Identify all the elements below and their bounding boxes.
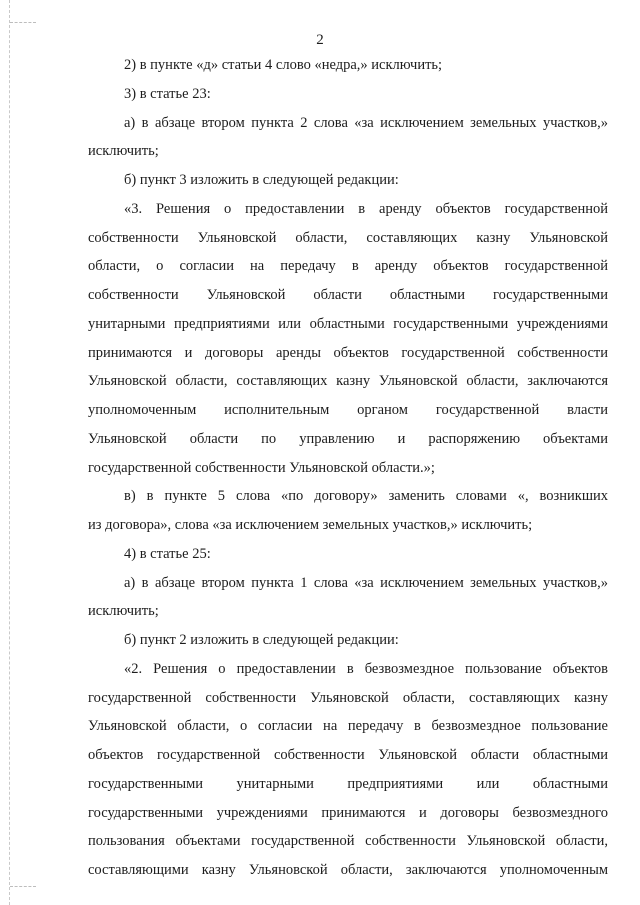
text-line: б) пункт 2 изложить в следующей редакции: xyxy=(124,632,399,648)
text-line: «2. Решения о предоставлении в безвозмездное пользование объектов xyxy=(124,660,608,677)
text-line: Ульяновской области, составляющих казну Ульяновской области, заключаются xyxy=(88,373,608,390)
text-line: а) в абзаце втором пункта 2 слова «за исключением земельных участков,» xyxy=(124,114,608,131)
text-line: исключить; xyxy=(88,143,159,160)
text-line: принимаются и договоры аренды объектов государственной собственности xyxy=(88,344,608,361)
text-line: унитарными предприятиями или областными государственными учреждениями xyxy=(88,315,608,332)
text-line: Ульяновской области, о согласии на передачу в безвозмездное пользование xyxy=(88,718,608,735)
text-line: а) в абзаце втором пункта 1 слова «за исключением земельных участков,» xyxy=(124,574,608,591)
text-line: 3) в статье 23: xyxy=(124,85,211,102)
text-line: собственности Ульяновской области областными государственными xyxy=(88,287,608,303)
scan-mark-top xyxy=(10,22,36,23)
text-line: Ульяновской области по управлению и распоряжению объектами xyxy=(88,430,608,447)
text-line: государственными унитарными предприятиями или областными xyxy=(88,775,608,792)
text-line: уполномоченным исполнительным органом государственной власти xyxy=(88,402,608,418)
document-body xyxy=(88,55,608,889)
scan-left-edge xyxy=(9,0,10,905)
text-line: области, о согласии на передачу в аренду объектов государственной xyxy=(88,258,608,275)
text-line: государственной собственности Ульяновской области.»; xyxy=(88,459,435,476)
text-line: государственной собственности Ульяновской области, составляющих казну xyxy=(88,689,608,706)
text-line: «3. Решения о предоставлении в аренду объектов государственной xyxy=(124,200,608,217)
text-line: составляющими казну Ульяновской области, заключаются уполномоченным xyxy=(88,862,608,878)
text-line: 2) в пункте «д» статьи 4 слово «недра,» исключить; xyxy=(124,57,443,73)
text-line: собственности Ульяновской области, составляющих казну Ульяновской xyxy=(88,229,608,246)
text-line: б) пункт 3 изложить в следующей редакции: xyxy=(124,172,399,188)
page-number: 2 xyxy=(316,32,324,48)
text-line: объектов государственной собственности Ульяновской области областными xyxy=(88,747,608,763)
scan-mark-bottom xyxy=(10,886,36,887)
text-line: из договора», слова «за исключением земельных участков,» исключить; xyxy=(88,517,533,533)
text-line: 4) в статье 25: xyxy=(124,545,211,562)
text-line: государственными учреждениями принимаются и договоры безвозмездного xyxy=(88,804,608,821)
text-line: исключить; xyxy=(88,603,159,620)
text-line: пользования объектами государственной собственности Ульяновской области, xyxy=(88,833,608,850)
text-line: в) в пункте 5 слова «по договору» заменить словами «, возникших xyxy=(124,488,608,505)
